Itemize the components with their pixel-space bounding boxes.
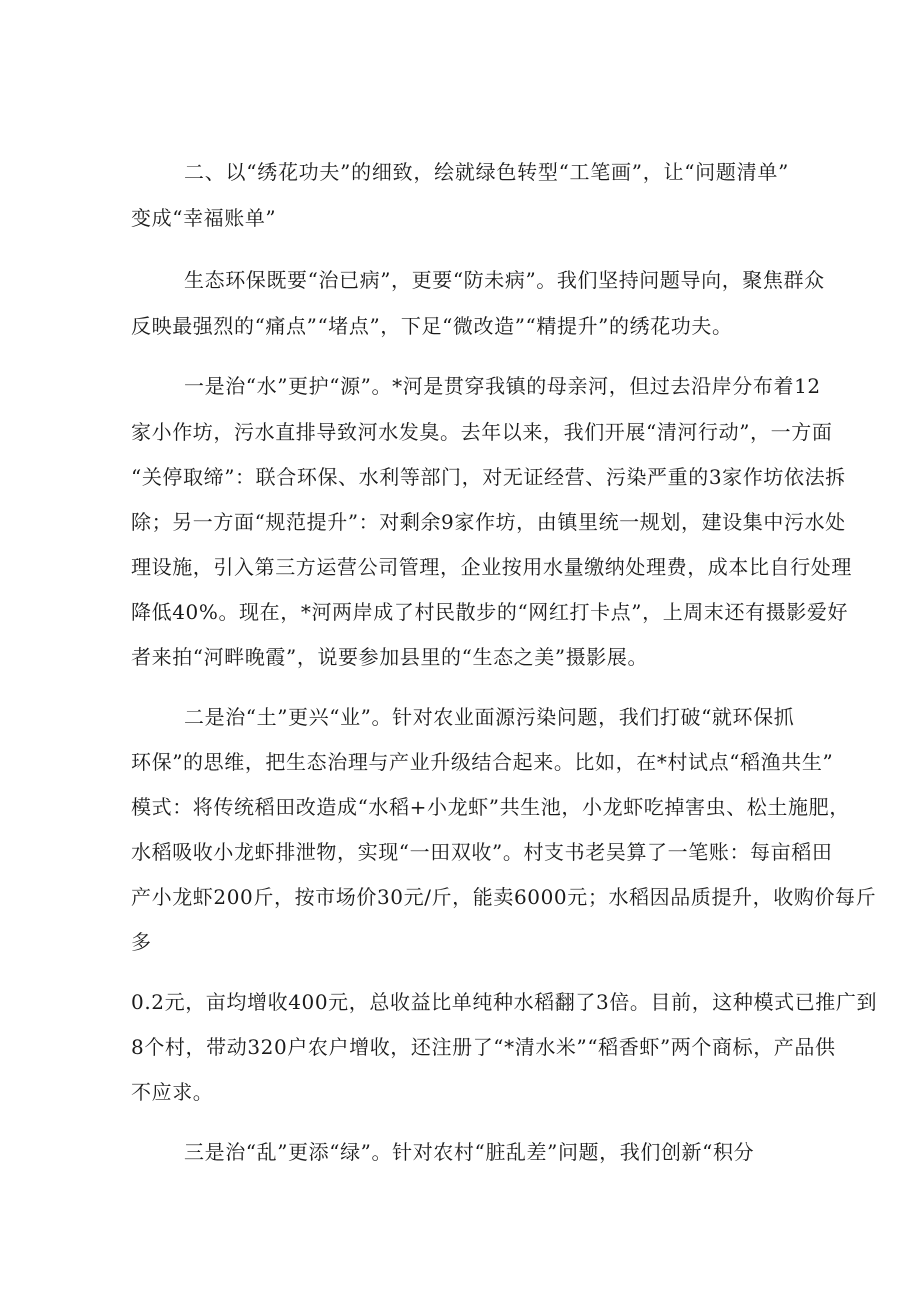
section-heading-line-1: 二、以“绣花功夫”的细致，绘就绿色转型“工笔画”，让“问题清单” <box>184 160 789 184</box>
point2-line-1: 二是治“土”更兴“业”。针对农业面源污染问题，我们打破“就环保抓 <box>184 705 795 729</box>
point2-line-6: 多 <box>131 930 152 954</box>
point1-line-7: 者来拍“河畔晚霞”，说要参加县里的“生态之美”摄影展。 <box>131 645 649 669</box>
point3-line-1: 三是治“乱”更添“绿”。针对农村“脏乱差”问题，我们创新“积分 <box>184 1140 755 1164</box>
point1-line-3: “关停取缔”：联合环保、水利等部门，对无证经营、污染严重的3家作坊依法拆 <box>131 465 846 489</box>
point1-line-1: 一是治“水”更护“源”。*河是贯穿我镇的母亲河，但过去沿岸分布着12 <box>184 374 821 398</box>
point2-line-5: 产小龙虾200斤，按市场价30元/斤，能卖6000元；水稻因品质提升，收购价每斤 <box>131 885 877 909</box>
point2-line-9: 不应求。 <box>131 1080 214 1104</box>
section-heading-line-2: 变成“幸福账单” <box>131 206 277 230</box>
point1-line-5: 理设施，引入第三方运营公司管理，企业按用水量缴纳处理费，成本比自行处理 <box>131 555 852 579</box>
point1-line-6: 降低40%。现在，*河两岸成了村民散步的“网红打卡点”，上周末还有摄影爱好 <box>131 600 849 624</box>
point1-line-2: 家小作坊，污水直排导致河水发臭。去年以来，我们开展“清河行动”，一方面 <box>131 420 833 444</box>
point2-line-7: 0.2元，亩均增收400元，总收益比单纯种水稻翻了3倍。目前，这种模式已推广到 <box>131 990 878 1014</box>
point1-line-4: 除；另一方面“规范提升”：对剩余9家作坊，由镇里统一规划，建设集中污水处 <box>131 510 846 534</box>
point2-line-3: 模式：将传统稻田改造成“水稻+小龙虾”共生池，小龙虾吃掉害虫、松土施肥， <box>131 795 850 819</box>
intro-paragraph-line-2: 反映最强烈的“痛点”“堵点”，下足“微改造”“精提升”的绣花功夫。 <box>131 314 733 338</box>
point2-line-4: 水稻吸收小龙虾排泄物，实现“一田双收”。村支书老吴算了一笔账：每亩稻田 <box>131 840 833 864</box>
point2-line-8: 8个村，带动320户农户增收，还注册了“*清水米”“稻香虾”两个商标，产品供 <box>131 1035 836 1059</box>
point2-line-2: 环保”的思维，把生态治理与产业升级结合起来。比如，在*村试点“稻渔共生” <box>131 750 834 774</box>
intro-paragraph-line-1: 生态环保既要“治已病”，更要“防未病”。我们坚持问题导向，聚焦群众 <box>184 268 825 292</box>
